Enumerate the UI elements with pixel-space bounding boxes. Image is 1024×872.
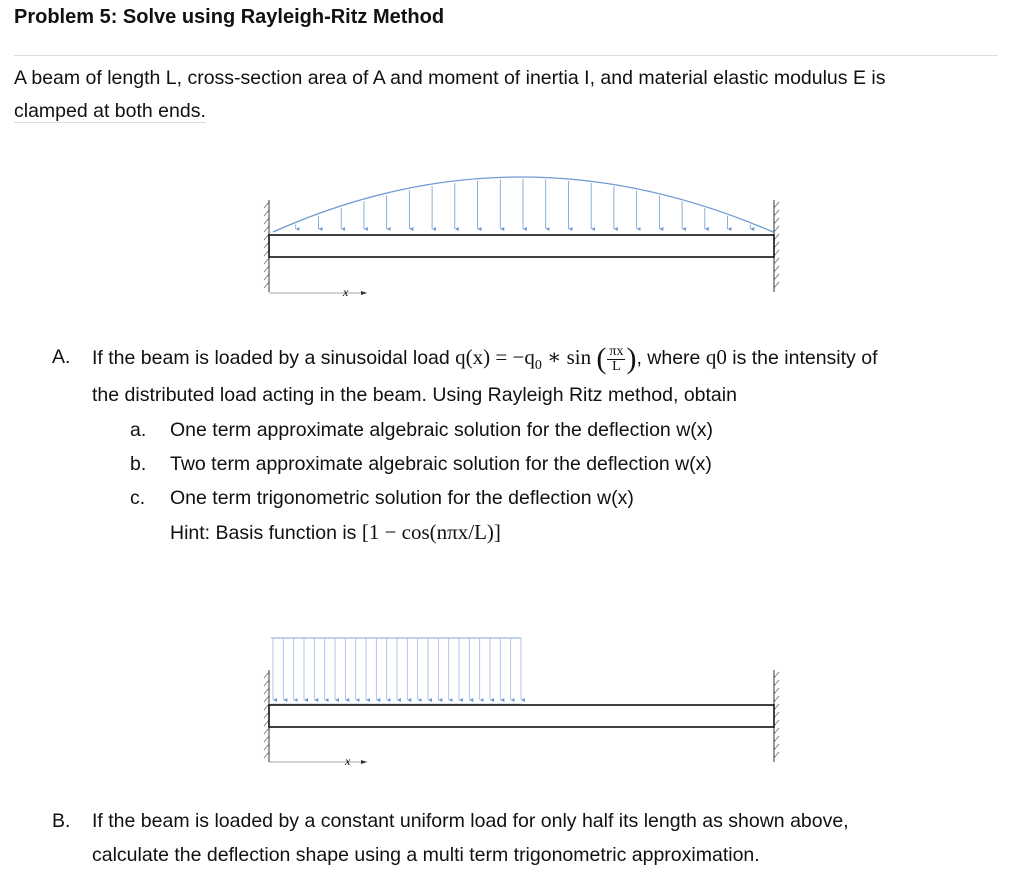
sub-item-b: [52, 447, 1012, 481]
fraction-numerator: πx: [609, 343, 624, 359]
part-a: [52, 339, 1012, 549]
part-a-marker: A.: [52, 346, 71, 368]
part-b-line-1: [52, 804, 1012, 838]
paren-close: ): [626, 342, 637, 376]
x-axis-arrow: [361, 291, 367, 295]
figure-uniform-half-load: [255, 628, 795, 768]
x-axis-label-2: x: [345, 754, 351, 768]
fraction: [607, 345, 625, 374]
part-a-text-after: , where: [636, 347, 706, 369]
problem-title: Problem 5: Solve using Rayleigh-Ritz Method: [14, 6, 445, 28]
paren-open: (: [596, 342, 607, 376]
beam-2: [269, 705, 774, 727]
sub-item-c: [52, 481, 1012, 515]
sub-item-b-marker: b.: [130, 453, 147, 475]
intro-paragraph: [14, 62, 1009, 128]
hint-basis-function: [1 − cos(nπx/L)]: [361, 520, 501, 544]
load-arrows-uniform: [273, 638, 521, 700]
title-divider: [14, 55, 998, 56]
load-eq-mid: ∗ sin: [541, 345, 597, 369]
part-a-line-1-content: [92, 339, 878, 384]
hint-text: Hint: Basis function is: [170, 522, 362, 544]
hint: [170, 515, 501, 550]
hint-line: [52, 515, 1012, 549]
part-a-text-before: If the beam is loaded by a sinusoidal load: [92, 347, 456, 369]
sub-item-c-text: One term trigonometric solution for the deflection w(x): [170, 487, 634, 509]
figure-sinusoidal-load: [255, 150, 795, 300]
part-b-line-1-text: If the beam is loaded by a constant uniform load for only half its length as shown above,: [92, 810, 849, 832]
sub-item-a: [52, 413, 1012, 447]
part-b-marker: B.: [52, 810, 71, 832]
sub-item-a-marker: a.: [130, 419, 147, 441]
sub-item-c-marker: c.: [130, 487, 146, 509]
sub-item-b-text: Two term approximate algebraic solution for the deflection w(x): [170, 453, 712, 475]
part-a-line-1: [52, 339, 1012, 375]
x-axis-arrow-2: [361, 760, 367, 764]
load-eq-lhs: q(x) = −q: [455, 345, 535, 369]
q0-symbol: q0: [705, 345, 727, 369]
x-axis-label: x: [343, 285, 349, 299]
intro-line-2-text: clamped at both ends.: [14, 100, 206, 122]
fraction-denominator: L: [612, 358, 621, 374]
part-b: [52, 804, 1012, 872]
load-eq-sub: 0: [534, 358, 542, 374]
load-equation: [455, 342, 637, 376]
intro-line-1: A beam of length L, cross-section area of A and moment of inertia I, and material elastic modulus E is: [14, 67, 886, 89]
part-b-line-2: calculate the deflection shape using a multi term trigonometric approximation.: [92, 844, 760, 866]
part-a-text-after-2: is the intensity of: [726, 347, 878, 369]
beam: [269, 235, 774, 257]
load-arrows-sine: [296, 179, 751, 229]
part-a-line-2: the distributed load acting in the beam. Using Rayleigh Ritz method, obtain: [92, 384, 737, 406]
sub-item-a-text: One term approximate algebraic solution for the deflection w(x): [170, 419, 714, 441]
intro-line-2: [14, 95, 1009, 128]
